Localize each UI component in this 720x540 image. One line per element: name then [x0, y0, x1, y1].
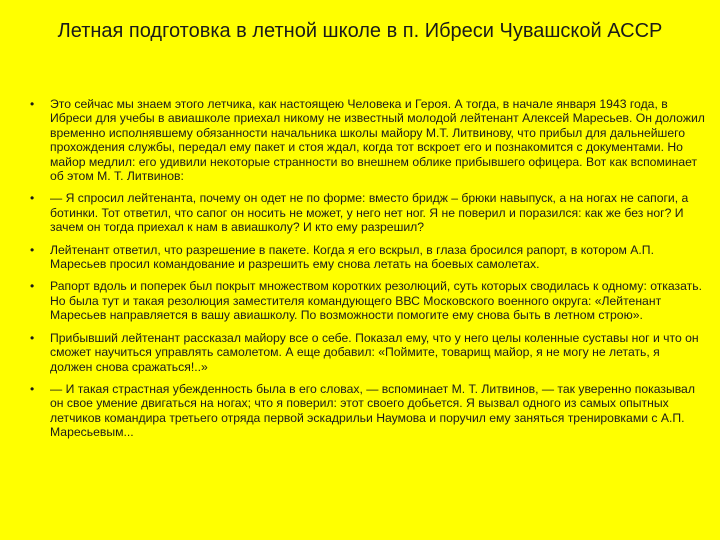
- paragraph-text: Это сейчас мы знаем этого летчика, как настоящею Человека и Героя. А тогда, в начале января 1943 года, в Ибреси для учебы в авиашколе приехал никому не известный молодой лейтенант Алексей Маресьев. Он доложил временно исполнявшему обязанности начальника школы майору М.Т. Литвинову, что прибыл для дальнейшего прохождения службы, передал ему пакет и стоя ждал, когда тот вскроет его и познакомится с документами. Но майор медлил: его удивили некоторые странности во внешнем облике прибывшего офицера. Вот как вспоминает об этом М. Т. Литвинов:: [50, 97, 705, 184]
- list-item: [30, 331, 705, 374]
- bullet-list: [30, 97, 705, 448]
- bullet-icon: •: [30, 97, 35, 111]
- list-item: [30, 279, 705, 322]
- paragraph-text: Рапорт вдоль и поперек был покрыт множеством коротких резолюций, суть которых сводилась к одному: отказать. Но была тут и такая резолюция заместителя командующего ВВС Московского военного округа: «Лейтенант Маресьев направляется в вашу авиашколу. По возможности помогите ему снова быть в летном строю».: [50, 279, 702, 323]
- list-item: [30, 382, 705, 440]
- paragraph-text: Прибывший лейтенант рассказал майору все о себе. Показал ему, что у него целы коленные суставы ног и что он сможет научиться управлять самолетом. А еще добавил: «Поймите, товарищ майор, я не могу не летать, я должен снова сражаться!..»: [50, 330, 699, 374]
- bullet-icon: •: [30, 330, 35, 345]
- list-item: [30, 97, 705, 183]
- bullet-icon: •: [30, 279, 35, 294]
- paragraph-text: — Я спросил лейтенанта, почему он одет не по форме: вместо бридж – брюки навыпуск, а на ногах не сапоги, а ботинки. Тот ответил, что сапог он носить не может, у него нет ног. Я не поверил и поразился: как же без ног? И зачем он тогда приехал к нам в авиашколу? И кто ему разрешил?: [50, 191, 689, 235]
- list-item: [30, 191, 705, 234]
- list-item: [30, 243, 705, 272]
- bullet-icon: •: [30, 381, 35, 396]
- paragraph-text: — И такая страстная убежденность была в его словах, — вспоминает М. Т. Литвинов, — так уверенно показывал он свое умение двигаться на ногах; что я поверил: этот своего добьется. Я вызвал одного из самых опытных летчиков командира третьего отряда первой эскадрильи Наумова и поручил ему заняться тренировками с А.П. Маресьевым...: [50, 381, 695, 440]
- slide-title: Летная подготовка в летной школе в п. Ибреси Чувашской АССР: [57, 20, 663, 42]
- bullet-icon: •: [30, 242, 35, 257]
- paragraph-text: Лейтенант ответил, что разрешение в пакете. Когда я его вскрыл, в глаза бросился рапорт, в котором А.П. Маресьев просил командование и разрешить ему снова летать на боевых самолетах.: [50, 242, 654, 272]
- bullet-icon: •: [30, 191, 35, 206]
